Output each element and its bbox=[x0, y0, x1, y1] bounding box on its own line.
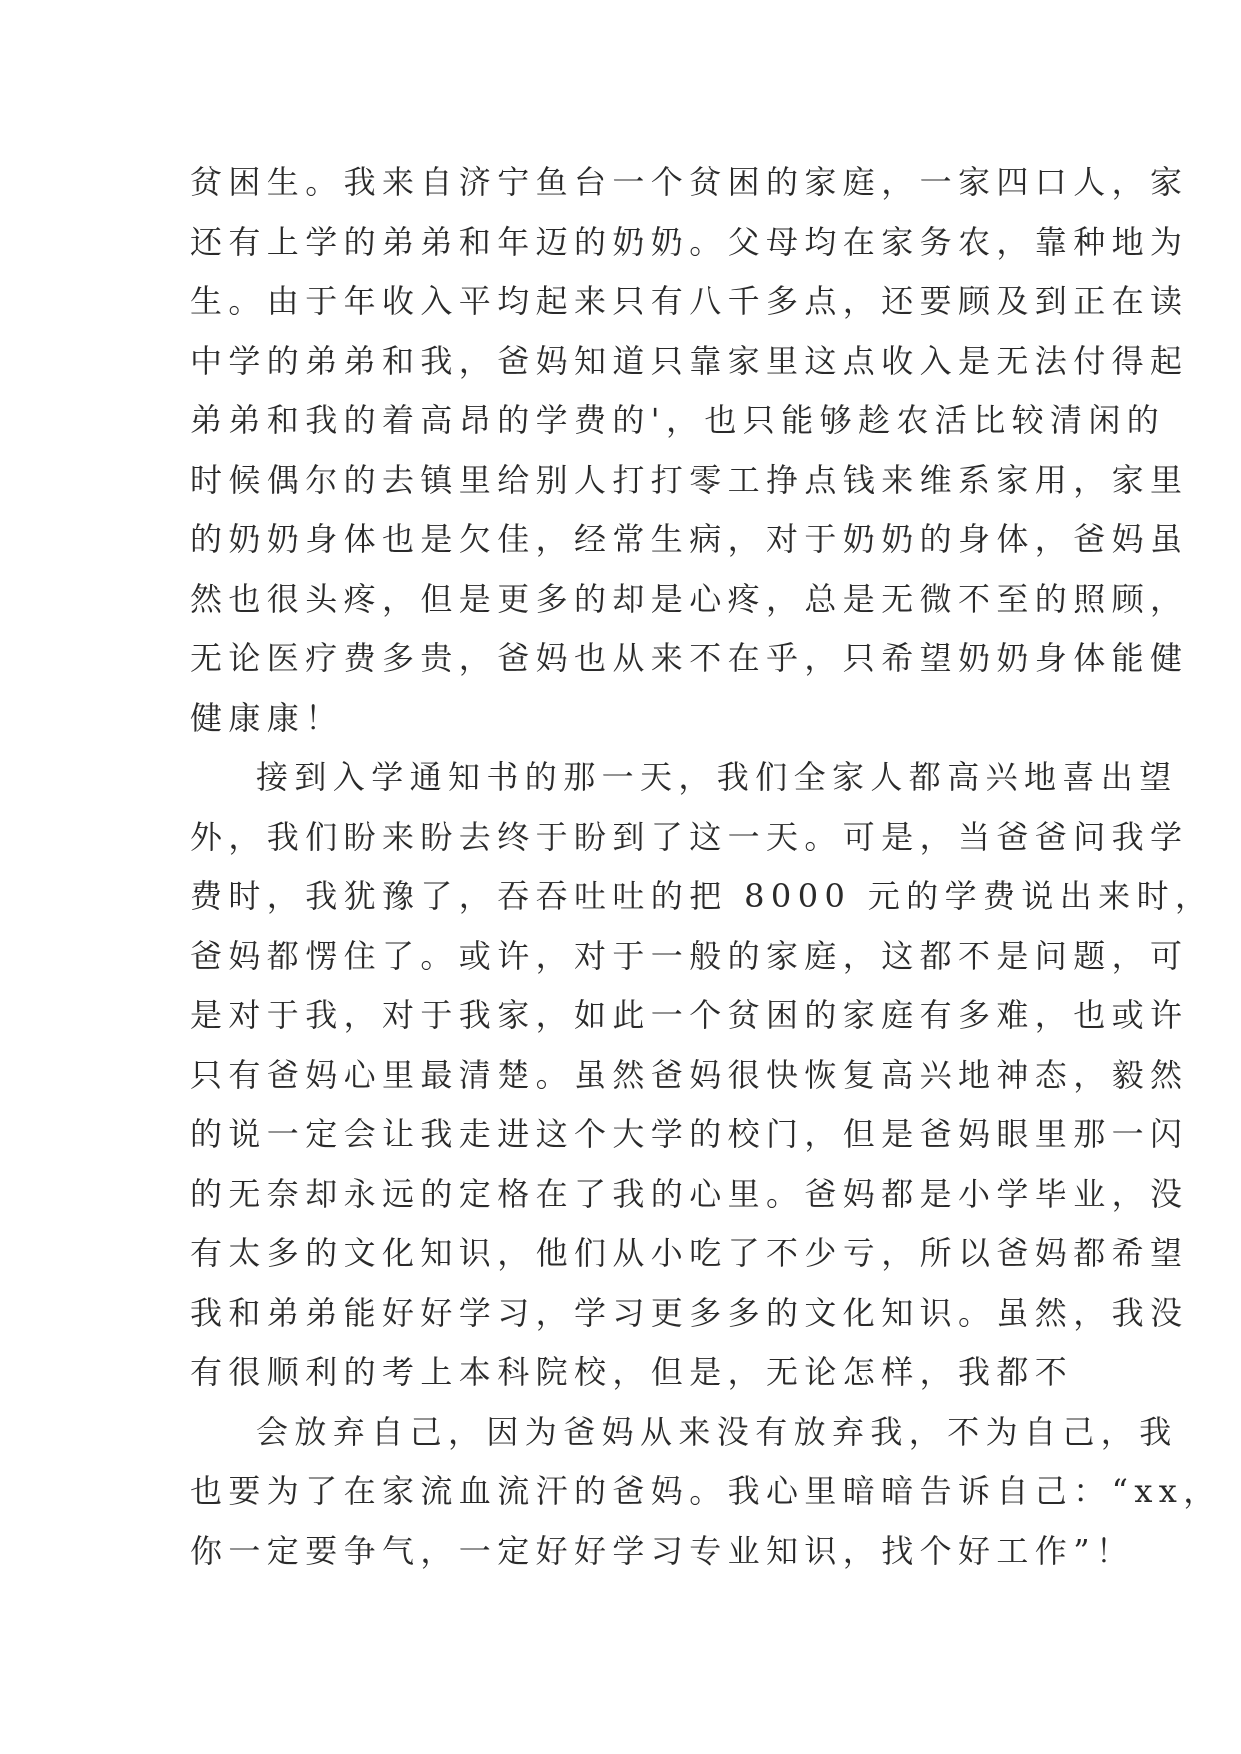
text-line: 中学的弟弟和我，爸妈知道只靠家里这点收入是无法付得起 bbox=[190, 341, 1189, 380]
text-line: 我和弟弟能好好学习，学习更多多的文化知识。虽然，我没 bbox=[190, 1293, 1189, 1332]
text-line: 健康康！ bbox=[190, 698, 344, 737]
text-line: 爸妈都愣住了。或许，对于一般的家庭，这都不是问题，可 bbox=[190, 936, 1189, 975]
text-line: 时候偶尔的去镇里给别人打打零工挣点钱来维系家用，家里 bbox=[190, 460, 1189, 499]
text-line: 有太多的文化知识，他们从小吃了不少亏，所以爸妈都希望 bbox=[190, 1234, 1189, 1272]
text-line: 是对于我，对于我家，如此一个贫困的家庭有多难，也或许 bbox=[190, 996, 1189, 1034]
text-line: 只有爸妈心里最清楚。虽然爸妈很快恢复高兴地神态，毅然 bbox=[190, 1055, 1189, 1094]
text-line: 的说一定会让我走进这个大学的校门，但是爸妈眼里那一闪 bbox=[190, 1115, 1189, 1153]
text-line: 弟弟和我的着高昂的学费的'，也只能够趁农活比较清闲的 bbox=[190, 401, 1166, 439]
text-line: 贫困生。我来自济宁鱼台一个贫困的家庭，一家四口人，家 bbox=[190, 163, 1189, 201]
text-line: 外，我们盼来盼去终于盼到了这一天。可是，当爸爸问我学 bbox=[190, 817, 1189, 856]
text-line: 无论医疗费多贵，爸妈也从来不在乎，只希望奶奶身体能健 bbox=[190, 639, 1189, 677]
text-line: 有很顺利的考上本科院校，但是，无论怎样，我都不 bbox=[190, 1353, 1074, 1391]
document-body bbox=[190, 153, 1222, 1581]
paragraph-start-line: 接到入学通知书的那一天，我们全家人都高兴地喜出望 bbox=[256, 758, 1178, 796]
text-line: 生。由于年收入平均起来只有八千多点，还要顾及到正在读 bbox=[190, 282, 1189, 320]
text-line: 费时，我犹豫了，吞吞吐吐的把 8000 元的学费说出来时， bbox=[190, 877, 1214, 915]
text-line: 的奶奶身体也是欠佳，经常生病，对于奶奶的身体，爸妈虽 bbox=[190, 520, 1189, 558]
text-line: 也要为了在家流血流汗的爸妈。我心里暗暗告诉自己：“xx， bbox=[190, 1472, 1222, 1510]
text-line: 的无奈却永远的定格在了我的心里。爸妈都是小学毕业，没 bbox=[190, 1174, 1189, 1213]
paragraph-start-line: 会放弃自己，因为爸妈从来没有放弃我，不为自己，我 bbox=[256, 1412, 1178, 1451]
text-line: 然也很头疼，但是更多的却是心疼，总是无微不至的照顾， bbox=[190, 579, 1189, 618]
text-line: 你一定要争气，一定好好学习专业知识，找个好工作”！ bbox=[190, 1531, 1135, 1570]
text-line: 还有上学的弟弟和年迈的奶奶。父母均在家务农，靠种地为 bbox=[190, 222, 1189, 261]
